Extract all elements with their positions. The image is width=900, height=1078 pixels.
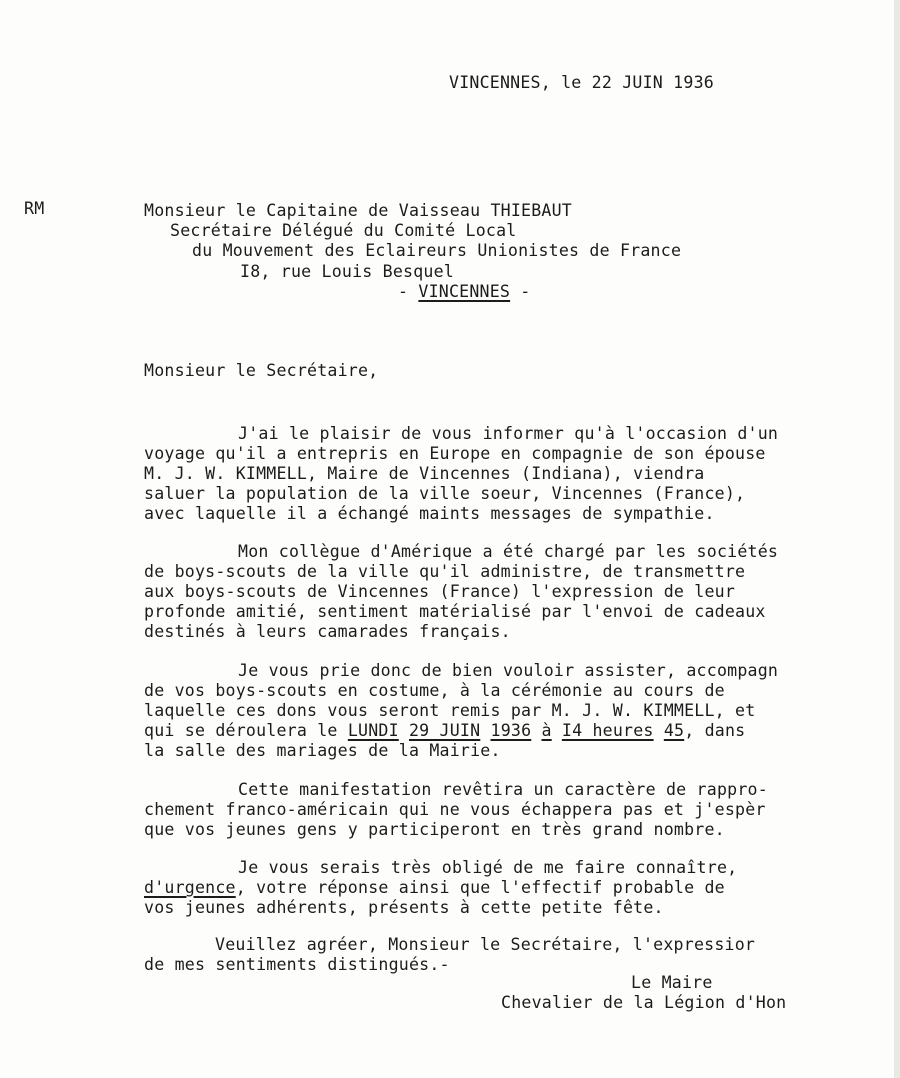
city-dash-right: - (510, 282, 531, 301)
p1-line: voyage qu'il a entrepris en Europe en compagnie de son épouse (144, 444, 766, 463)
p2-line: destinés à leurs camarades français. (144, 622, 511, 641)
p3-line: laquelle ces dons vous seront remis par M. J. W. KIMMELL, et (144, 701, 756, 720)
p5-line: vos jeunes adhérents, présents à cette petite fête. (144, 898, 664, 917)
p2-line: profonde amitié, sentiment matérialisé par l'envoi de cadeaux (144, 602, 766, 621)
urgent-word: d'urgence (144, 878, 236, 897)
date-year: 1936 (490, 721, 532, 740)
city-name: VINCENNES (418, 282, 511, 301)
date-date: 29 JUIN (408, 721, 481, 740)
signature-honor: Chevalier de la Légion d'Hon (501, 993, 787, 1012)
p3-line: Je vous prie donc de bien vouloir assister, accompagn (238, 661, 779, 680)
p4-line: Cette manifestation revêtira un caractère de rappro- (238, 780, 768, 799)
addressee-line-3: du Mouvement des Eclaireurs Unionistes de France (192, 241, 682, 260)
date-lead-text: qui se déroulera le (144, 721, 348, 740)
p2-line: de boys-scouts de la ville qu'il administre, de transmettre (144, 562, 746, 581)
p1-line: M. J. W. KIMMELL, Maire de Vincennes (Indiana), viendra (144, 464, 705, 483)
date-a: à (541, 721, 552, 740)
p5-line: Je vous serais très obligé de me faire connaître, (238, 858, 738, 877)
paper-edge (894, 0, 900, 1078)
reference-initials: RM (24, 199, 45, 218)
addressee-line-4: I8, rue Louis Besquel (240, 262, 454, 281)
p4-line: chement franco-américain qui ne vous échappera pas et j'espèr (144, 800, 766, 819)
p5-line-urgent: d'urgence, votre réponse ainsi que l'effectif probable de (144, 878, 725, 897)
p1-line: J'ai le plaisir de vous informer qu'à l'occasion d'un (238, 424, 779, 443)
date-hour: I4 heures (561, 721, 654, 740)
closing-line: Veuillez agréer, Monsieur le Secrétaire, l'expressior (215, 935, 756, 954)
salutation: Monsieur le Secrétaire, (144, 361, 379, 380)
p3-line-date (144, 721, 745, 741)
dateline: VINCENNES, le 22 JUIN 1936 (449, 73, 714, 92)
closing-line: de mes sentiments distingués.- (144, 955, 450, 974)
addressee-line-1: Monsieur le Capitaine de Vaisseau THIEBAUT (144, 201, 572, 220)
p1-line: avec laquelle il a échangé maints messages de sympathie. (144, 504, 715, 523)
p1-line: saluer la population de la ville soeur, Vincennes (France), (144, 484, 746, 503)
p2-line: aux boys-scouts de Vincennes (France) l'expression de leur (144, 582, 736, 601)
date-minutes: 45 (663, 721, 685, 740)
date-tail-text: , dans (684, 721, 746, 740)
p3-line: de vos boys-scouts en costume, à la cérémonie au cours de (144, 681, 725, 700)
city-dash-left: - (398, 282, 419, 301)
addressee-line-2: Secrétaire Délégué du Comité Local (170, 221, 517, 240)
p2-line: Mon collègue d'Amérique a été chargé par les sociétés (238, 542, 779, 561)
p4-line: que vos jeunes gens y participeront en très grand nombre. (144, 820, 725, 839)
date-day: LUNDI (347, 721, 399, 740)
signature-title: Le Maire (631, 973, 713, 992)
addressee-city (398, 282, 531, 302)
p3-line: la salle des mariages de la Mairie. (144, 741, 501, 760)
